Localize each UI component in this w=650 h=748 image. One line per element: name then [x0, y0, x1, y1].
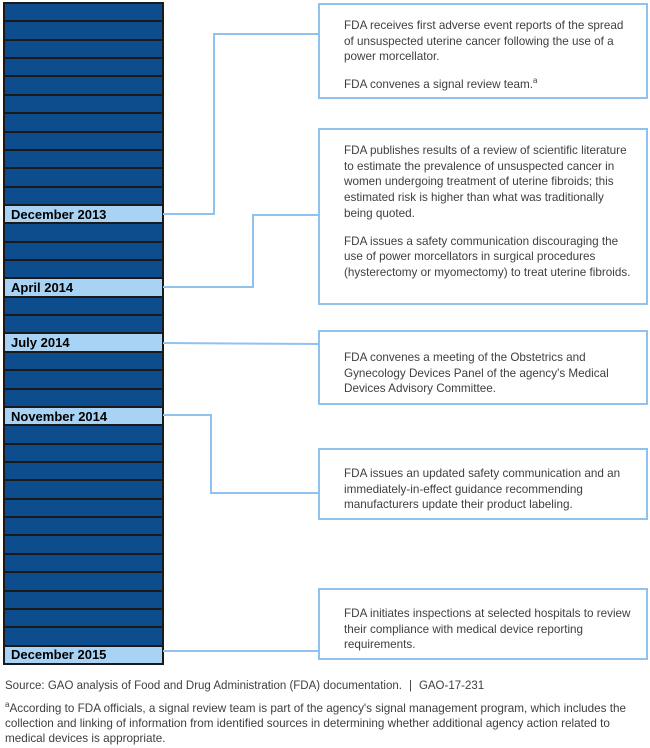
footnote-text: According to FDA officials, a signal review team is part of the agency's signal management program, which includes the collection and linking of information from identified sources in determining whether additional agency action related to medical devices is appropriate.: [5, 702, 627, 745]
timeline-month-row: [5, 59, 162, 77]
timeline-month-row: [5, 500, 162, 518]
connector-line-december-2013: [163, 34, 320, 214]
timeline-month-row: [5, 224, 162, 242]
timeline-month-row: [5, 628, 162, 646]
timeline-month-row: [5, 536, 162, 554]
source-separator: |: [408, 680, 412, 692]
timeline-month-highlight: November 2014: [5, 408, 162, 426]
timeline-month-row: [5, 316, 162, 334]
footnote: [5, 701, 647, 746]
connector-line-november-2014: [163, 415, 320, 493]
source-text: Source: GAO analysis of Food and Drug Administration (FDA) documentation.: [5, 680, 402, 692]
connector-line-july-2014: [163, 343, 320, 344]
timeline-month-row: [5, 151, 162, 169]
timeline-month-row: [5, 188, 162, 206]
timeline-month-row: [5, 426, 162, 444]
event-paragraph: FDA receives first adverse event reports of the spread of unsuspected uterine cancer following the use of a power morcellator.: [344, 19, 624, 64]
timeline-month-row: [5, 555, 162, 573]
timeline-month-highlight: December 2013: [5, 206, 162, 224]
timeline-month-row: [5, 77, 162, 95]
event-callout-november-2014: [318, 448, 648, 520]
event-callout-july-2014: [318, 330, 648, 405]
timeline-month-row: [5, 169, 162, 187]
timeline-month-highlight: April 2014: [5, 279, 162, 297]
timeline-month-row: [5, 261, 162, 279]
source-line: [5, 680, 484, 692]
timeline-month-row: [5, 518, 162, 536]
timeline-month-row: [5, 96, 162, 114]
event-paragraph: FDA issues a safety communication discouraging the use of power morcellators in surgical procedures (hysterectomy or myomectomy) to treat uterine fibroids.: [344, 234, 631, 279]
timeline-month-row: [5, 592, 162, 610]
timeline-month-row: [5, 133, 162, 151]
timeline-month-row: [5, 463, 162, 481]
event-callout-december-2015: [318, 588, 648, 660]
footnote-reference: a: [533, 76, 538, 86]
timeline-column: [3, 2, 164, 665]
report-id: GAO-17-231: [418, 680, 485, 692]
timeline-month-row: [5, 353, 162, 371]
event-callout-december-2013: [318, 3, 648, 99]
timeline-month-row: [5, 445, 162, 463]
timeline-month-row: [5, 22, 162, 40]
event-callout-april-2014: [318, 128, 648, 305]
timeline-month-highlight: July 2014: [5, 334, 162, 352]
timeline-month-row: [5, 573, 162, 591]
timeline-month-row: [5, 243, 162, 261]
event-paragraph: FDA issues an updated safety communication and an immediately-in-effect guidance recommending manufacturers update their product labeling.: [344, 467, 621, 512]
timeline-month-highlight: December 2015: [5, 647, 162, 663]
timeline-month-row: [5, 41, 162, 59]
timeline-month-row: [5, 390, 162, 408]
footnote-marker: a: [5, 700, 10, 710]
timeline-month-row: [5, 371, 162, 389]
event-paragraph: FDA convenes a meeting of the Obstetrics and Gynecology Devices Panel of the agency's Medical Devices Advisory Committee.: [344, 351, 609, 396]
event-paragraph: FDA convenes a signal review team.$^a$: [344, 76, 538, 92]
event-paragraph: FDA initiates inspections at selected hospitals to review their compliance with medical device reporting requirements.: [344, 607, 631, 652]
timeline-month-row: [5, 114, 162, 132]
timeline-month-row: [5, 481, 162, 499]
timeline-month-row: [5, 4, 162, 22]
event-paragraph: FDA publishes results of a review of scientific literature to estimate the prevalence of unsuspected cancer in women undergoing treatment of uterine fibroids; this estimated risk is higher than what was traditionally being quoted.: [344, 144, 627, 220]
timeline-month-row: [5, 610, 162, 628]
connector-line-april-2014: [163, 215, 320, 287]
timeline-month-row: [5, 298, 162, 316]
